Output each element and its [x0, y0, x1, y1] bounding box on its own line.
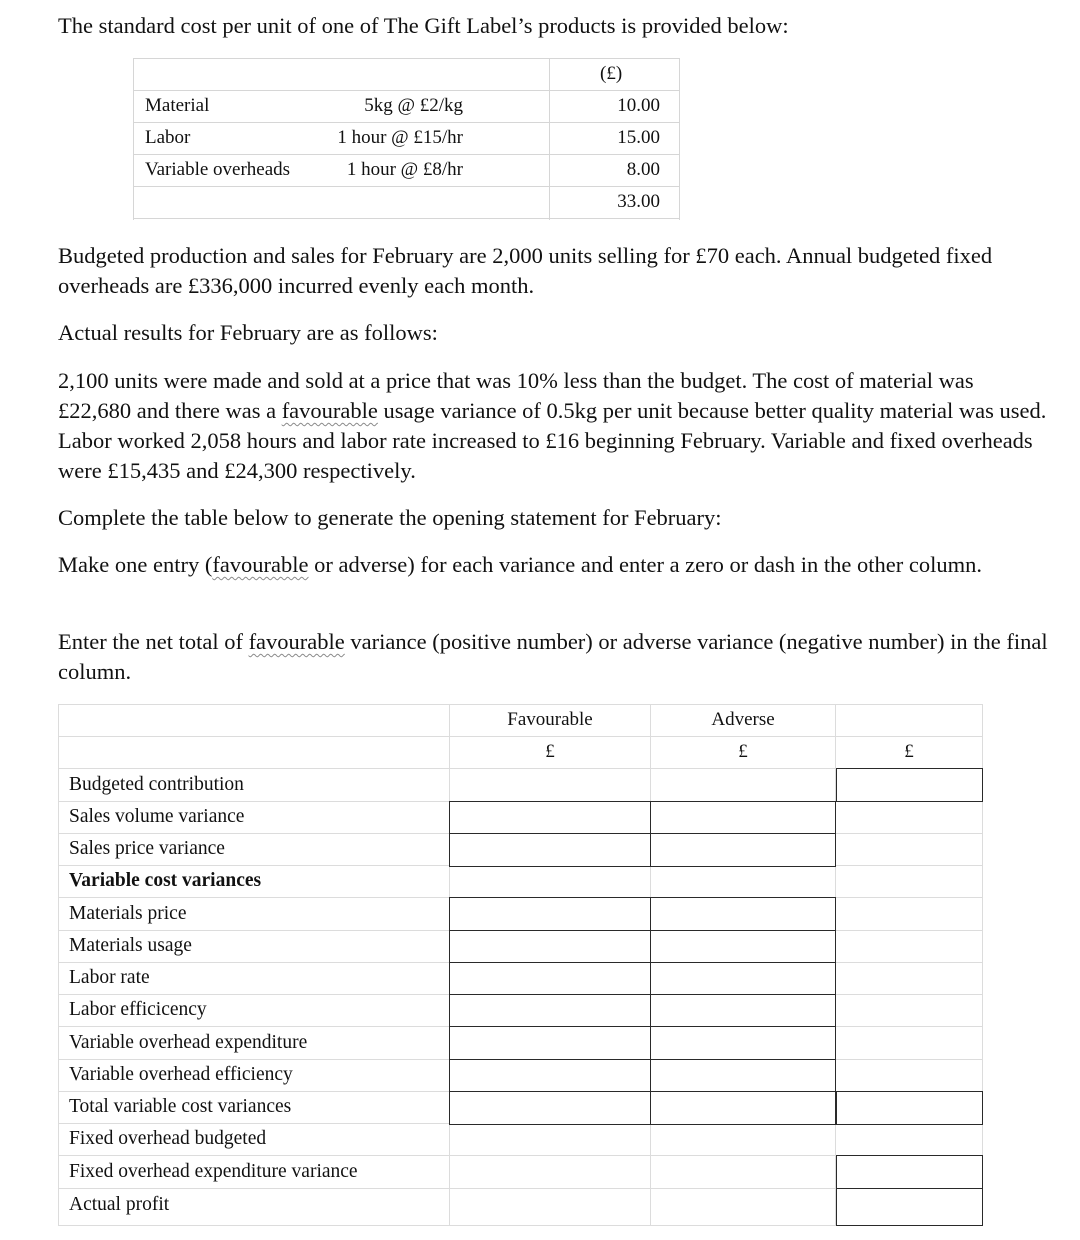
variable-overhead-expenditure-favourable-input[interactable] — [449, 1026, 651, 1060]
row-label-sales-price-variance: Sales price variance — [69, 838, 225, 859]
row-label-labor-rate: Labor rate — [69, 967, 150, 988]
row-label-labor-efficiency: Labor efficicency — [69, 999, 207, 1020]
cost-item-variable-overheads: Variable overheads — [145, 159, 291, 180]
fixed-overhead-expenditure-net-input[interactable] — [836, 1155, 983, 1189]
adverse-column-header: Adverse — [711, 709, 775, 730]
cost-value-labor: 15.00 — [617, 127, 660, 148]
variance-table — [58, 704, 983, 1226]
cost-basis-material: 5kg @ £2/kg — [364, 95, 463, 116]
row-label-variable-cost-variances: Variable cost variances — [69, 870, 262, 891]
row-label-variable-overhead-efficiency: Variable overhead efficiency — [69, 1064, 293, 1085]
cost-basis-variable-overheads: 1 hour @ £8/hr — [346, 159, 463, 180]
row-label-materials-price: Materials price — [69, 903, 187, 924]
standard-cost-table — [133, 58, 680, 220]
instruction-complete-table: Complete the table below to generate the opening statement for February: — [58, 505, 722, 530]
row-label-fixed-overhead-expenditure-variance: Fixed overhead expenditure variance — [69, 1161, 358, 1182]
labor-efficiency-favourable-input[interactable] — [449, 994, 651, 1028]
adverse-currency: £ — [738, 741, 748, 762]
row-label-materials-usage: Materials usage — [69, 935, 192, 956]
row-label-sales-volume-variance: Sales volume variance — [69, 806, 245, 827]
cost-column-header: (£) — [600, 63, 623, 84]
variable-overhead-efficiency-favourable-input[interactable] — [449, 1059, 651, 1093]
labor-efficiency-adverse-input[interactable] — [650, 994, 836, 1028]
cost-item-labor: Labor — [145, 127, 191, 148]
row-label-budgeted-contribution: Budgeted contribution — [69, 774, 244, 795]
budget-text: Budgeted production and sales for February are 2,000 units selling for £70 each. Annual budgeted fixed overheads are £336,000 incurred evenly each month. — [58, 243, 993, 298]
materials-usage-adverse-input[interactable] — [650, 930, 836, 964]
total-variable-cost-net-input[interactable] — [836, 1091, 983, 1125]
sales-price-adverse-input[interactable] — [650, 833, 836, 867]
total-variable-cost-favourable-input[interactable] — [449, 1091, 651, 1125]
cost-value-variable-overheads: 8.00 — [626, 159, 660, 180]
budgeted-contribution-net-input[interactable] — [836, 768, 983, 802]
spellcheck-word: favourable — [281, 398, 378, 423]
row-label-fixed-overhead-budgeted: Fixed overhead budgeted — [69, 1128, 267, 1149]
row-label-actual-profit: Actual profit — [69, 1194, 170, 1215]
labor-rate-favourable-input[interactable] — [449, 962, 651, 996]
row-label-variable-overhead-expenditure: Variable overhead expenditure — [69, 1032, 308, 1053]
variable-overhead-expenditure-adverse-input[interactable] — [650, 1026, 836, 1060]
cost-item-material: Material — [145, 95, 210, 116]
favourable-currency: £ — [545, 741, 555, 762]
favourable-column-header: Favourable — [507, 709, 593, 730]
materials-price-adverse-input[interactable] — [650, 897, 836, 931]
cost-total: 33.00 — [617, 191, 660, 212]
sales-volume-adverse-input[interactable] — [650, 801, 836, 835]
net-currency: £ — [904, 741, 914, 762]
sales-price-favourable-input[interactable] — [449, 833, 651, 867]
instruction-one-entry: Make one entry (favourable or adverse) for each variance and enter a zero or dash in the other column. — [58, 552, 982, 577]
variable-overhead-efficiency-adverse-input[interactable] — [650, 1059, 836, 1093]
actual-results-text: 2,100 units were made and sold at a price that was 10% less than the budget. The cost of material was £22,680 and there was a favourable usage variance of 0.5kg per unit because better quality material was used. Labor worked 2,058 hours and labor rate increased to £16 beginning February. Variable and fixed overheads were £15,435 and £24,300 respectively. — [58, 368, 1047, 483]
total-variable-cost-adverse-input[interactable] — [650, 1091, 836, 1125]
actual-heading: Actual results for February are as follows: — [58, 320, 438, 345]
materials-usage-favourable-input[interactable] — [449, 930, 651, 964]
labor-rate-adverse-input[interactable] — [650, 962, 836, 996]
instruction-net-total: Enter the net total of favourable variance (positive number) or adverse variance (negative number) in the final column. — [58, 629, 1048, 684]
cost-basis-labor: 1 hour @ £15/hr — [337, 127, 463, 148]
sales-volume-favourable-input[interactable] — [449, 801, 651, 835]
spellcheck-word: favourable — [248, 629, 345, 654]
row-label-total-variable-cost-variances: Total variable cost variances — [69, 1096, 292, 1117]
materials-price-favourable-input[interactable] — [449, 897, 651, 931]
spellcheck-word: favourable — [212, 552, 309, 577]
cost-value-material: 10.00 — [617, 95, 660, 116]
intro-text: The standard cost per unit of one of The Gift Label’s products is provided below: — [58, 13, 789, 38]
actual-profit-net-input[interactable] — [836, 1188, 983, 1226]
